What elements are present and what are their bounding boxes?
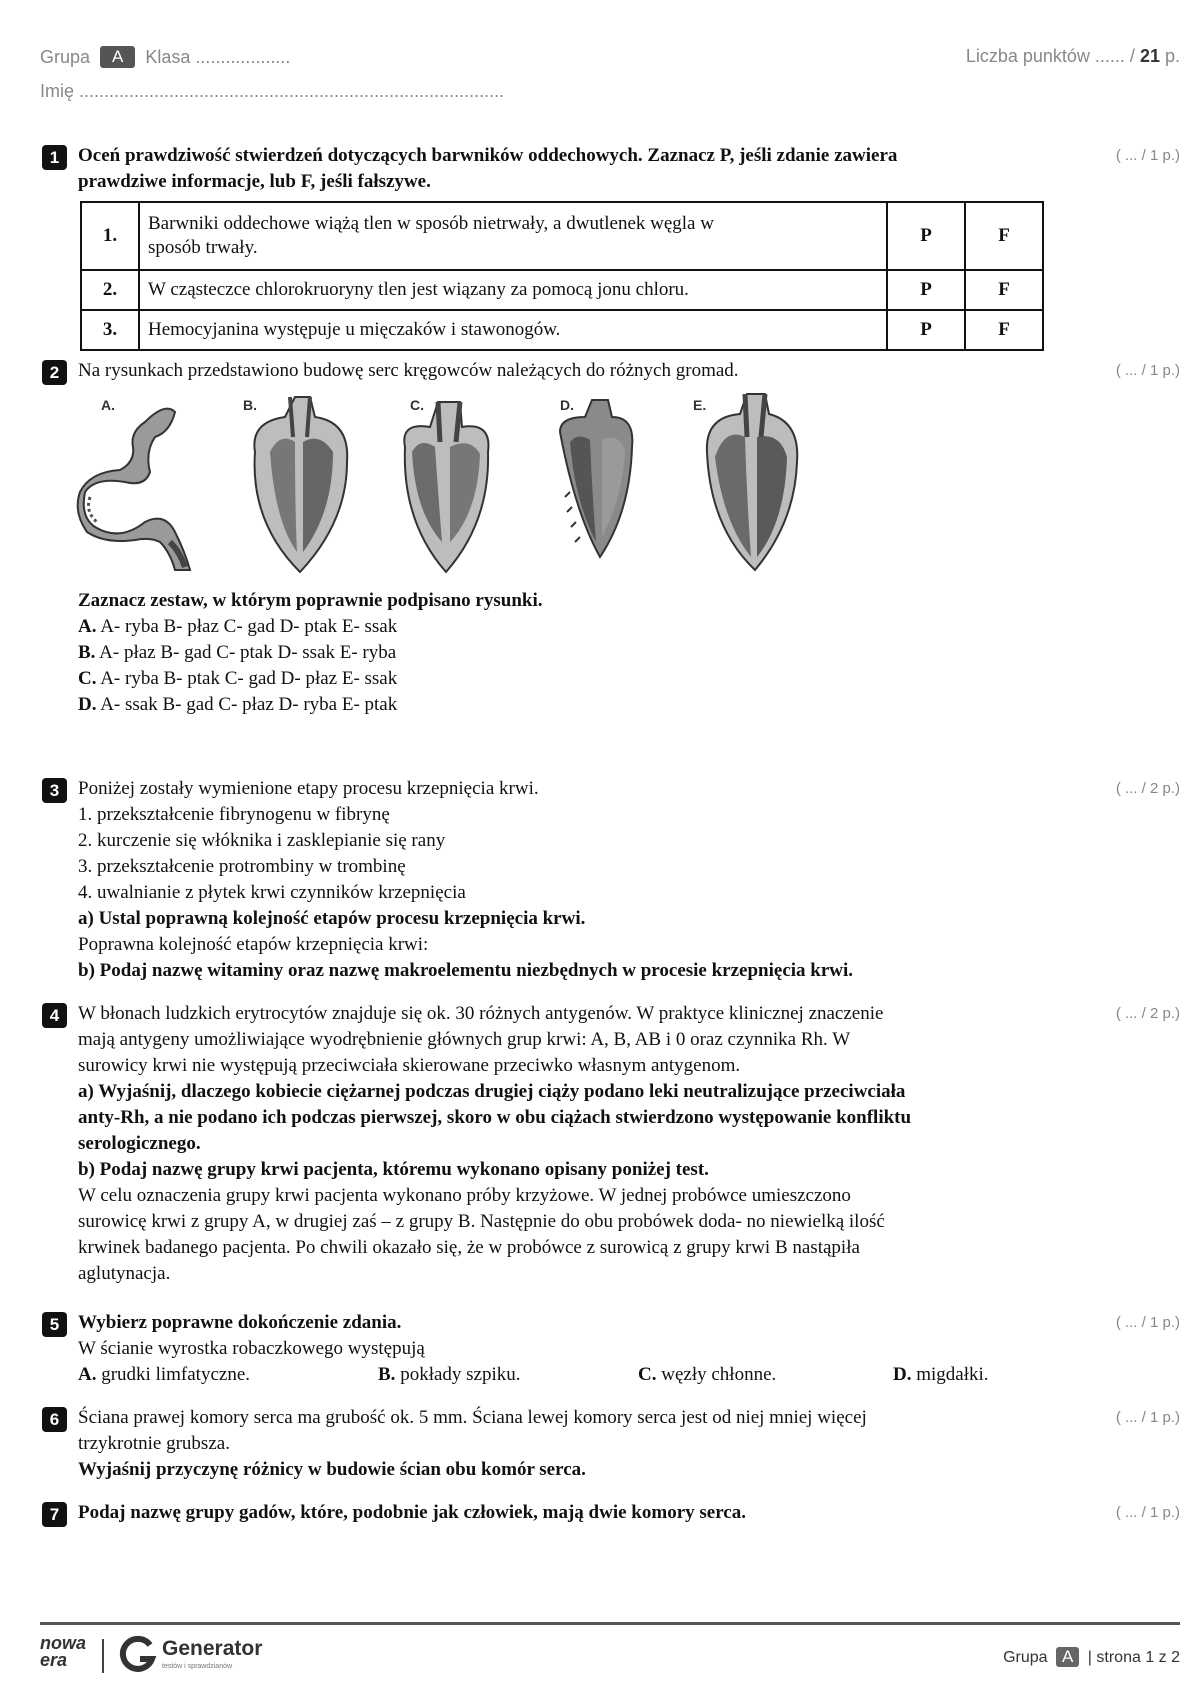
option-letter: B.: [378, 1364, 396, 1385]
answer-option-a[interactable]: [78, 1362, 378, 1388]
task-2: [40, 358, 1180, 718]
statement-cell: [139, 270, 887, 310]
nowa-era-logo: [40, 1635, 86, 1669]
task-1: [40, 143, 1180, 351]
task-instruction-line: Oceń prawdziwość stwierdzeń dotyczących barwników oddechowych. Zaznacz P, jeśli zdanie zawiera: [78, 145, 898, 166]
statement-line: Barwniki oddechowe wiążą tlen w sposób nietrwały, a dwutlenek węgla w: [148, 213, 714, 234]
row-number: 2.: [81, 270, 139, 310]
option-letter: D.: [78, 694, 97, 715]
heart-d-image: [530, 392, 650, 577]
task-points: ( ... / 2 p.): [1115, 780, 1180, 797]
option-text: A- ryba B- ptak C- gad D- płaz E- ssak: [100, 668, 398, 689]
statement-line: Hemocyjanina występuje u mięczaków i stawonogów.: [148, 319, 561, 340]
task-points: ( ... / 1 p.): [1115, 1409, 1180, 1426]
header-row-2: [40, 74, 1180, 108]
task-instruction-line: prawdziwe informacje, lub F, jeśli fałszywe.: [78, 171, 431, 192]
subquestion-b-text: W celu oznaczenia grupy krwi pacjenta wykonano próby krzyżowe. W jednej probówce umieszczono: [78, 1185, 851, 1206]
subquestion-b-text: krwinek badanego pacjenta. Po chwili okazało się, że w probówce z surowicą z grupy krwi B nastąpiła: [78, 1237, 860, 1258]
task-intro-line: surowicy krwi nie występują przeciwciała skierowane przeciwko własnym antygenom.: [78, 1055, 741, 1076]
page-footer: [40, 1622, 1180, 1685]
list-item: 2. kurczenie się włóknika i zasklepianie się rany: [78, 830, 446, 851]
option-letter: D.: [893, 1364, 912, 1385]
task-number: 7: [42, 1502, 67, 1527]
answer-option-b[interactable]: [378, 1362, 638, 1388]
figure-label: E.: [693, 397, 707, 413]
footer-group-badge: A: [1056, 1647, 1079, 1667]
task-points: ( ... / 2 p.): [1115, 1005, 1180, 1022]
fish-heart-image: [75, 392, 205, 572]
list-item: 3. przekształcenie protrombiny w trombinę: [78, 856, 406, 877]
option-letter: A.: [78, 1364, 97, 1385]
heart-drawing-e: [685, 392, 815, 585]
option-true[interactable]: P: [887, 310, 965, 350]
subquestion-a: serologicznego.: [78, 1133, 201, 1154]
option-text: A- płaz B- gad C- ptak D- ssak E- ryba: [99, 642, 397, 663]
option-text: A- ryba B- płaz C- gad D- ptak E- ssak: [100, 616, 398, 637]
option-false[interactable]: F: [965, 270, 1043, 310]
statement-line: W cząsteczce chlorokruoryny tlen jest wiązany za pomocą jonu chloru.: [148, 279, 689, 300]
heart-drawing-d: [530, 392, 650, 585]
figure-label: C.: [410, 397, 424, 413]
option-letter: C.: [78, 668, 97, 689]
statement-line: sposób trwały.: [148, 237, 258, 258]
table-row: [81, 310, 1043, 350]
option-text: węzły chłonne.: [661, 1364, 777, 1385]
task-question: Wyjaśnij przyczynę różnicy w budowie ścian obu komór serca.: [78, 1459, 586, 1480]
figure-label: B.: [243, 397, 257, 413]
footer-group-label: Grupa: [1003, 1649, 1048, 1666]
subquestion-a: a) Wyjaśnij, dlaczego kobiecie ciężarnej podczas drugiej ciąży podano leki neutralizujące przeciwciała: [78, 1081, 906, 1102]
option-text: migdałki.: [916, 1364, 989, 1385]
group-badge: A: [100, 46, 135, 68]
subquestion-b-text: aglutynacja.: [78, 1263, 171, 1284]
group-label: Grupa: [40, 46, 91, 67]
option-true[interactable]: P: [887, 270, 965, 310]
task-3: [40, 776, 1180, 984]
task-intro-line: mają antygeny umożliwiające wyodrębnienie głównych grup krwi: A, B, AB i 0 oraz czynnika Rh. W: [78, 1029, 851, 1050]
task-points: ( ... / 1 p.): [1115, 1314, 1180, 1331]
option-text: A- ssak B- gad C- płaz D- ryba E- ptak: [100, 694, 398, 715]
figure-label: D.: [560, 397, 574, 413]
heart-drawing-c: [380, 392, 510, 585]
task-points: ( ... / 1 p.): [1115, 362, 1180, 379]
answer-option-b[interactable]: [78, 640, 1078, 666]
footer-divider: [102, 1639, 104, 1673]
answer-option-d[interactable]: [893, 1362, 989, 1388]
table-row: [81, 270, 1043, 310]
subquestion-b: b) Podaj nazwę grupy krwi pacjenta, któremu wykonano opisany poniżej test.: [78, 1159, 709, 1180]
statement-cell: [139, 310, 887, 350]
task-number: 6: [42, 1407, 67, 1432]
true-false-table: [80, 201, 1044, 351]
task-5: [40, 1310, 1180, 1388]
task-points: ( ... / 1 p.): [1115, 1504, 1180, 1521]
heart-e-image: [685, 392, 815, 577]
task-intro: Na rysunkach przedstawiono budowę serc kręgowców należących do różnych gromad.: [78, 360, 739, 381]
subquestion-a: a) Ustal poprawną kolejność etapów procesu krzepnięcia krwi.: [78, 908, 586, 929]
task-number: 5: [42, 1312, 67, 1337]
task-6: [40, 1405, 1180, 1483]
figure-label: A.: [101, 397, 115, 413]
task-intro-line: Ściana prawej komory serca ma grubość ok. 5 mm. Ściana lewej komory serca jest od niej mniej więcej: [78, 1407, 867, 1428]
subquestion-a: anty-Rh, a nie podano ich podczas pierwszej, skoro w obu ciążach stwierdzono występowanie konfliktu: [78, 1107, 912, 1128]
task-number: 4: [42, 1003, 67, 1028]
page-number-text: | strona 1 z 2: [1087, 1649, 1180, 1666]
option-letter: B.: [78, 642, 96, 663]
answer-option-a[interactable]: [78, 614, 1078, 640]
points-label: Liczba punktów ...... /: [965, 46, 1135, 66]
points-unit: p.: [1164, 46, 1180, 66]
option-text: grudki limfatyczne.: [101, 1364, 251, 1385]
task-instruction: Wybierz poprawne dokończenie zdania.: [78, 1312, 402, 1333]
statement-cell: [139, 202, 887, 270]
task-question: Zaznacz zestaw, w którym poprawnie podpisano rysunki.: [78, 590, 543, 611]
answer-option-c[interactable]: [638, 1362, 893, 1388]
task-intro-line: W błonach ludzkich erytrocytów znajduje się ok. 30 różnych antygenów. W praktyce klinicznej znaczenie: [78, 1003, 884, 1024]
table-row: [81, 202, 1043, 270]
heart-drawing-b: [235, 392, 365, 585]
generator-logo: [118, 1635, 263, 1680]
task-7: [40, 1500, 1180, 1526]
heart-drawing-a: [75, 392, 205, 580]
option-false[interactable]: F: [965, 202, 1043, 270]
task-stem: W ścianie wyrostka robaczkowego występują: [78, 1338, 425, 1359]
task-number: 2: [42, 360, 67, 385]
logo-text: nowa: [40, 1633, 87, 1653]
option-letter: C.: [638, 1364, 657, 1385]
task-intro: Poniżej zostały wymienione etapy procesu krzepnięcia krwi.: [78, 778, 539, 799]
points-total: [966, 46, 1180, 67]
points-total-value: 21: [1139, 46, 1160, 66]
task-number: 3: [42, 778, 67, 803]
answer-options: [78, 1362, 1078, 1388]
option-letter: A.: [78, 616, 97, 637]
task-number: 1: [42, 145, 67, 170]
heart-b-image: [235, 392, 365, 577]
subquestion-b: b) Podaj nazwę witaminy oraz nazwę makroelementu niezbędnych w procesie krzepnięcia krwi.: [78, 960, 854, 981]
list-item: 1. przekształcenie fibrynogenu w fibrynę: [78, 804, 390, 825]
class-label: Klasa ...................: [145, 46, 291, 67]
generator-text: Generator: [162, 1637, 263, 1660]
task-question: Podaj nazwę grupy gadów, które, podobnie jak człowiek, mają dwie komory serca.: [78, 1502, 746, 1523]
list-item: 4. uwalnianie z płytek krwi czynników krzepnięcia: [78, 882, 466, 903]
row-number: 3.: [81, 310, 139, 350]
page-header: [40, 40, 1180, 108]
task-4: [40, 1001, 1180, 1287]
answer-prompt: Poprawna kolejność etapów krzepnięcia krwi:: [78, 934, 429, 955]
subquestion-b-text: surowicę krwi z grupy A, w drugiej zaś – z grupy B. Następnie do obu probówek doda- no niewielką ilość: [78, 1211, 885, 1232]
answer-option-d[interactable]: [78, 692, 1078, 718]
generator-g-icon: [118, 1635, 158, 1675]
page-indicator: [1003, 1647, 1180, 1667]
option-false[interactable]: F: [965, 310, 1043, 350]
name-label: Imię .....................................................................................: [40, 80, 505, 101]
generator-subtext: testów i sprawdzianów: [162, 1663, 233, 1670]
hearts-figure: [40, 392, 1180, 582]
task-intro-line: trzykrotnie grubsza.: [78, 1433, 230, 1454]
option-true[interactable]: P: [887, 202, 965, 270]
row-number: 1.: [81, 202, 139, 270]
task-points: ( ... / 1 p.): [1115, 147, 1180, 164]
logo-text: era: [40, 1650, 68, 1670]
answer-option-c[interactable]: [78, 666, 1078, 692]
heart-c-image: [380, 392, 510, 577]
option-text: pokłady szpiku.: [400, 1364, 521, 1385]
